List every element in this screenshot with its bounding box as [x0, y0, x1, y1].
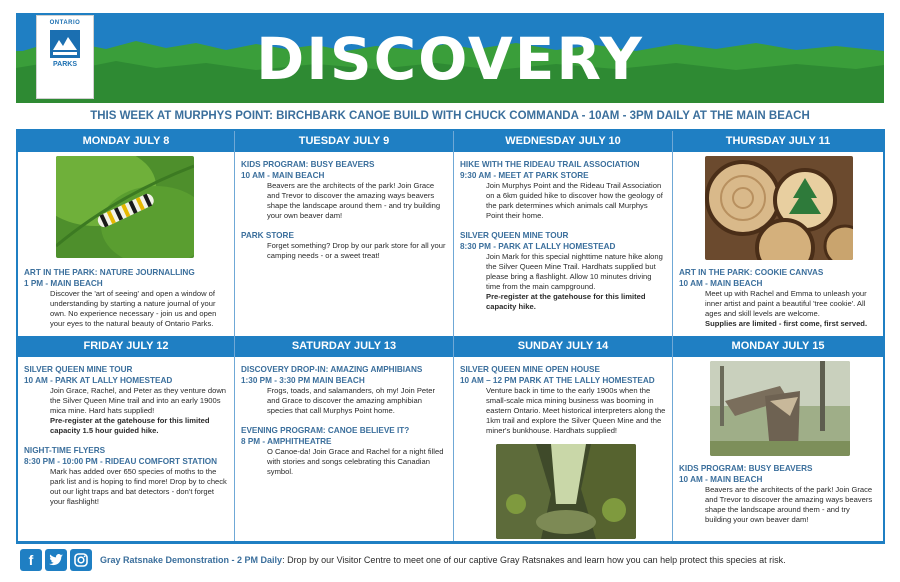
- event-description: Forget something? Drop by our park store for all your camping needs - or a sweet treat!: [267, 241, 446, 260]
- footer-body: : Drop by our Visitor Centre to meet one of our captive Gray Ratsnakes and learn how you can help protect this species at risk.: [282, 555, 786, 565]
- event-time: 10 AM – 12 PM PARK AT THE LALLY HOMESTEAD: [460, 376, 655, 385]
- event-description: Discover the 'art of seeing' and open a window of understanding by starting a nature journal of your own. No experience necessary - join us and open your eyes to the natural beauty of Ontario Parks.: [50, 289, 217, 328]
- beaver-stump-photo: [710, 361, 850, 456]
- event-time: 1 PM - MAIN BEACH: [24, 279, 103, 288]
- event-block-tuesday-july-9: [235, 155, 453, 265]
- event-title: KIDS PROGRAM: BUSY BEAVERS: [679, 464, 813, 473]
- day-header-sunday-july-14: SUNDAY JULY 14: [454, 336, 672, 357]
- footer-highlight: Gray Ratsnake Demonstration - 2 PM Daily: [100, 555, 283, 565]
- event-description: Venture back in time to the early 1900s when the small-scale mica mining business was booming in eastern Ontario. Meet historical interpreters along the 1km trail and explore the Silver Queen Mine and the miner's bunkhouse. Hardhats supplied!: [486, 386, 666, 435]
- event-description: Join Mark for this special nighttime nature hike along the Silver Queen Mine Trail. Hardhats supplied but please bring a flashlight. Allow 10 minutes driving time from the main campground.: [486, 252, 663, 291]
- event-note: Pre-register at the gatehouse for this limited capacity hike.: [486, 292, 646, 311]
- social-links: [20, 549, 92, 571]
- day-header-thursday-july-11: THURSDAY JULY 11: [673, 131, 883, 152]
- event-title: SILVER QUEEN MINE TOUR: [24, 365, 133, 374]
- event-description: Beavers are the architects of the park! Join Grace and Trevor to discover the amazing ways beavers shape the landscape around them - and try building your own beaver dam!: [705, 485, 873, 524]
- logo-ontario-text: ONTARIO: [49, 20, 81, 26]
- event-time: 8:30 PM - 10:00 PM - RIDEAU COMFORT STATION: [24, 457, 218, 466]
- event-time: 10 AM - MAIN BEACH: [241, 171, 325, 180]
- event-description: Frogs, toads, and salamanders, oh my! Join Peter and Grace to discover the amazing amphibian species that call Murphys Point home.: [267, 386, 435, 415]
- weekly-schedule-grid: [16, 129, 885, 543]
- event-description: Meet up with Rachel and Emma to unleash your inner artist and paint a beautiful 'tree cookie'. All ages and skill levels are welcome.: [705, 289, 867, 318]
- week-headline: THIS WEEK AT MURPHYS POINT: BIRCHBARK CANOE BUILD WITH CHUCK COMMANDA - 10AM - 3PM DAILY AT THE MAIN BEACH: [90, 110, 810, 122]
- event-title: EVENING PROGRAM: CANOE BELIEVE IT?: [241, 426, 410, 435]
- twitter-icon[interactable]: [45, 549, 67, 571]
- event-block-wednesday-july-10: [454, 155, 672, 316]
- event-time: 10 AM - PARK AT LALLY HOMESTEAD: [24, 376, 173, 385]
- event-title: HIKE WITH THE RIDEAU TRAIL ASSOCIATION: [460, 160, 640, 169]
- tree-cookies-photo: [705, 156, 853, 260]
- event-time: 1:30 PM - 3:30 PM MAIN BEACH: [241, 376, 365, 385]
- day-header-saturday-july-13: SATURDAY JULY 13: [235, 336, 453, 357]
- monarch-caterpillar-photo: [56, 156, 194, 258]
- event-block-friday-july-12: [18, 360, 234, 511]
- logo-parks-text: PARKS: [53, 61, 77, 68]
- event-time: 8:30 PM - PARK AT LALLY HOMESTEAD: [460, 242, 616, 251]
- day-header-monday-july-15: MONDAY JULY 15: [673, 336, 883, 357]
- discovery-banner: [16, 13, 884, 103]
- event-title: SILVER QUEEN MINE OPEN HOUSE: [460, 365, 600, 374]
- event-note: Pre-register at the gatehouse for this limited capacity 1.5 hour guided hike.: [50, 416, 210, 435]
- event-title: DISCOVERY DROP-IN: AMAZING AMPHIBIANS: [241, 365, 423, 374]
- event-description: Beavers are the architects of the park! Join Grace and Trevor to discover the amazing ways beavers shape the landscape around them - and try building your own beaver dam!: [267, 181, 441, 220]
- event-time: 10 AM - MAIN BEACH: [679, 279, 763, 288]
- event-block-saturday-july-13: [235, 360, 453, 481]
- mine-ravine-photo: [496, 444, 636, 539]
- page-title: DISCOVERY: [256, 25, 644, 93]
- event-description: Mark has added over 650 species of moths to the park list and is hoping to find more! Drop by to check out our light traps and bat detectors - don't forget your flashlight!: [50, 467, 227, 506]
- day-header-tuesday-july-9: TUESDAY JULY 9: [235, 131, 453, 152]
- event-description: O Canoe-da! Join Grace and Rachel for a night filled with stories and songs celebrating this Canadian symbol.: [267, 447, 444, 476]
- day-header-monday-july-8: MONDAY JULY 8: [18, 131, 234, 152]
- event-title: SILVER QUEEN MINE TOUR: [460, 231, 569, 240]
- event-title: ART IN THE PARK: NATURE JOURNALLING: [24, 268, 195, 277]
- event-title: NIGHT-TIME FLYERS: [24, 446, 106, 455]
- event-description: Join Grace, Rachel, and Peter as they venture down the Silver Queen Mine trail and into an early 1900s mica mine. Hard hats supplied!: [50, 386, 227, 415]
- event-block-monday-july-8: [18, 263, 234, 333]
- event-block-monday-july-15: [673, 459, 883, 529]
- event-note: Supplies are limited - first come, first served.: [705, 319, 868, 328]
- event-title: KIDS PROGRAM: BUSY BEAVERS: [241, 160, 375, 169]
- event-time: 9:30 AM - MEET AT PARK STORE: [460, 171, 589, 180]
- event-title: PARK STORE: [241, 231, 294, 240]
- footer-divider: [16, 541, 885, 544]
- event-time: 10 AM - MAIN BEACH: [679, 475, 763, 484]
- day-header-wednesday-july-10: WEDNESDAY JULY 10: [454, 131, 672, 152]
- footer-announcement: [100, 555, 890, 565]
- event-block-thursday-july-11: [673, 263, 883, 333]
- event-description: Join Murphys Point and the Rideau Trail Association on a 6km guided hike to discover how the geology of the park determines which animals call Murphys Point their home.: [486, 181, 663, 220]
- event-time: 8 PM - AMPHITHEATRE: [241, 437, 332, 446]
- event-title: ART IN THE PARK: COOKIE CANVAS: [679, 268, 824, 277]
- instagram-icon[interactable]: [70, 549, 92, 571]
- day-header-friday-july-12: FRIDAY JULY 12: [18, 336, 234, 357]
- facebook-icon[interactable]: f: [20, 549, 42, 571]
- event-block-sunday-july-14: [454, 360, 672, 440]
